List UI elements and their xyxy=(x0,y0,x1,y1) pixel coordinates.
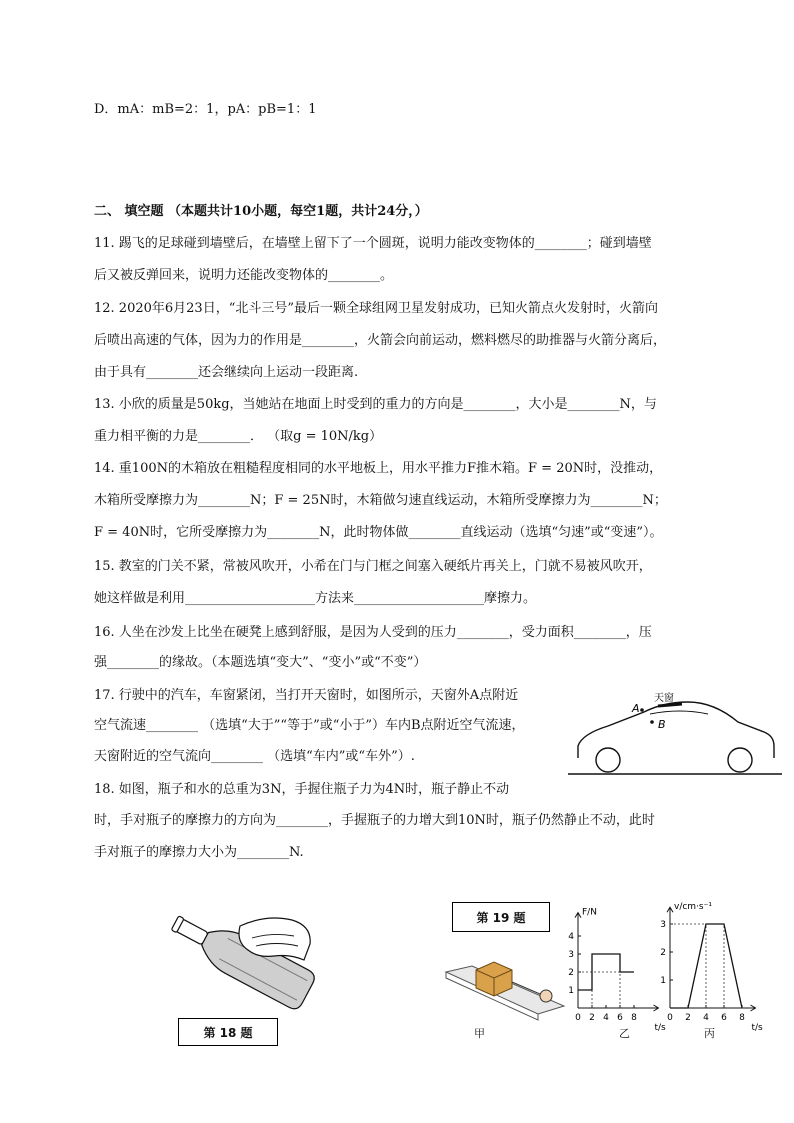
car-sunroof xyxy=(658,704,682,706)
y-tick-label: 3 xyxy=(660,920,666,930)
x-tick-label: 6 xyxy=(617,1013,623,1023)
label-jia: 甲 xyxy=(474,1027,485,1040)
x-tick-label: 4 xyxy=(603,1013,609,1023)
bottle-hand-figure xyxy=(162,908,324,1018)
q12-line-1: 12. 2020年6月23日，“北斗三号”最后一颗全球组网卫星发射成功，已知火箭点火发射时，火箭向 xyxy=(94,301,658,316)
q13-line-2: 重力相平衡的力是________． （取g = 10N/kg） xyxy=(94,429,383,444)
x-tick-label: 2 xyxy=(589,1013,595,1023)
x-tick-label: 8 xyxy=(739,1013,745,1023)
q18-line-2: 时，手对瓶子的摩擦力的方向为________，手握瓶子的力增大到10N时，瓶子仍然静止不动，此时 xyxy=(94,813,655,828)
x-axis-label: t/s xyxy=(654,1023,666,1033)
point-b-dot xyxy=(650,720,654,724)
q16-line-1: 16. 人坐在沙发上比坐在硬凳上感到舒服，是因为人受到的压力________，受力面积________，压 xyxy=(94,625,652,640)
pulling-hand xyxy=(540,990,552,1002)
x-tick-label: 0 xyxy=(575,1013,581,1023)
y-axis-label: v/cm·s⁻¹ xyxy=(674,902,712,913)
car-window-line xyxy=(650,711,708,714)
y-tick-label: 2 xyxy=(568,968,574,978)
q15-line-2: 她这样做是利用____________________方法来____________________摩擦力。 xyxy=(94,591,537,606)
y-tick-label: 4 xyxy=(568,932,574,942)
label-b: B xyxy=(658,718,666,731)
x-tick-label: 4 xyxy=(703,1013,709,1023)
fig19-caption: 第 19 题 xyxy=(452,902,550,932)
q17-line-3: 天窗附近的空气流向________ （选填“车内”或“车外”）. xyxy=(94,749,415,764)
q14-line-3: F = 40N时，它所受摩擦力为________N，此时物体做________直线运动（选填“匀速”或“变速”）。 xyxy=(94,525,663,540)
label-bing: 丙 xyxy=(704,1027,715,1040)
q17-line-1: 17. 行驶中的汽车，车窗紧闭，当打开天窗时，如图所示，天窗外A点附近 xyxy=(94,688,519,703)
q13-line-1: 13. 小欣的质量是50kg，当她站在地面上时受到的重力的方向是________，大小是________N，与 xyxy=(94,397,657,412)
chart-force-time xyxy=(566,898,670,1033)
q11-line-2: 后又被反弹回来，说明力还能改变物体的________。 xyxy=(94,268,394,283)
x-tick-label: 0 xyxy=(667,1013,673,1023)
car-wheel-front xyxy=(728,748,752,772)
y-tick-label: 1 xyxy=(568,986,574,996)
q18-line-3: 手对瓶子的摩擦力大小为________N. xyxy=(94,845,304,860)
y-tick-label: 3 xyxy=(568,950,574,960)
y-tick-label: 1 xyxy=(660,976,666,986)
q12-line-3: 由于具有________还会继续向上运动一段距离. xyxy=(94,365,359,380)
y-tick-label: 2 xyxy=(660,948,666,958)
car-wheel-rear xyxy=(596,748,620,772)
label-yi: 乙 xyxy=(619,1027,630,1040)
q15-line-1: 15. 教室的门关不紧，常被风吹开，小希在门与门框之间塞入硬纸片再关上，门就不易被风吹开， xyxy=(94,559,652,574)
y-axis-label: F/N xyxy=(582,907,597,918)
x-tick-label: 2 xyxy=(685,1013,691,1023)
q12-line-2: 后喷出高速的气体，因为力的作用是________，火箭会向前运动，燃料燃尽的助推器与火箭分离后， xyxy=(94,333,667,348)
chart-velocity-time xyxy=(658,898,763,1033)
x-axis-label: t/s xyxy=(751,1023,763,1033)
q18-line-1: 18. 如图，瓶子和水的总重为3N，手握住瓶子力为4N时，瓶子静止不动 xyxy=(94,782,510,797)
car-figure xyxy=(568,688,784,780)
point-a-dot xyxy=(640,708,644,712)
label-a: A xyxy=(632,702,640,715)
fig18-caption: 第 18 题 xyxy=(178,1018,278,1046)
box-on-surface-figure xyxy=(446,944,564,1024)
section-heading: 二、 填空题 （本题共计10小题，每空1题，共计24分，） xyxy=(94,204,428,219)
option-d: D．mA：mB=2：1，pA：pB=1：1 xyxy=(94,102,317,117)
q14-line-1: 14. 重100N的木箱放在粗糙程度相同的水平地板上，用水平推力F推木箱。F = 20N时，没推动， xyxy=(94,461,663,476)
q16-line-2: 强________的缘故。（本题选填“变大”、“变小”或“不变”） xyxy=(94,655,427,670)
q17-line-2: 空气流速________ （选填“大于”“等于”或“小于”）车内B点附近空气流速， xyxy=(94,718,525,733)
x-tick-label: 6 xyxy=(721,1013,727,1023)
q11-line-1: 11. 踢飞的足球碰到墙壁后，在墙壁上留下了一个圆斑，说明力能改变物体的________；碰到墙壁 xyxy=(94,236,652,251)
q14-line-2: 木箱所受摩擦力为________N；F = 25N时，木箱做匀速直线运动，木箱所受摩擦力为________N； xyxy=(94,493,667,508)
x-tick-label: 8 xyxy=(631,1013,637,1023)
label-sunroof: 天窗 xyxy=(654,693,674,704)
